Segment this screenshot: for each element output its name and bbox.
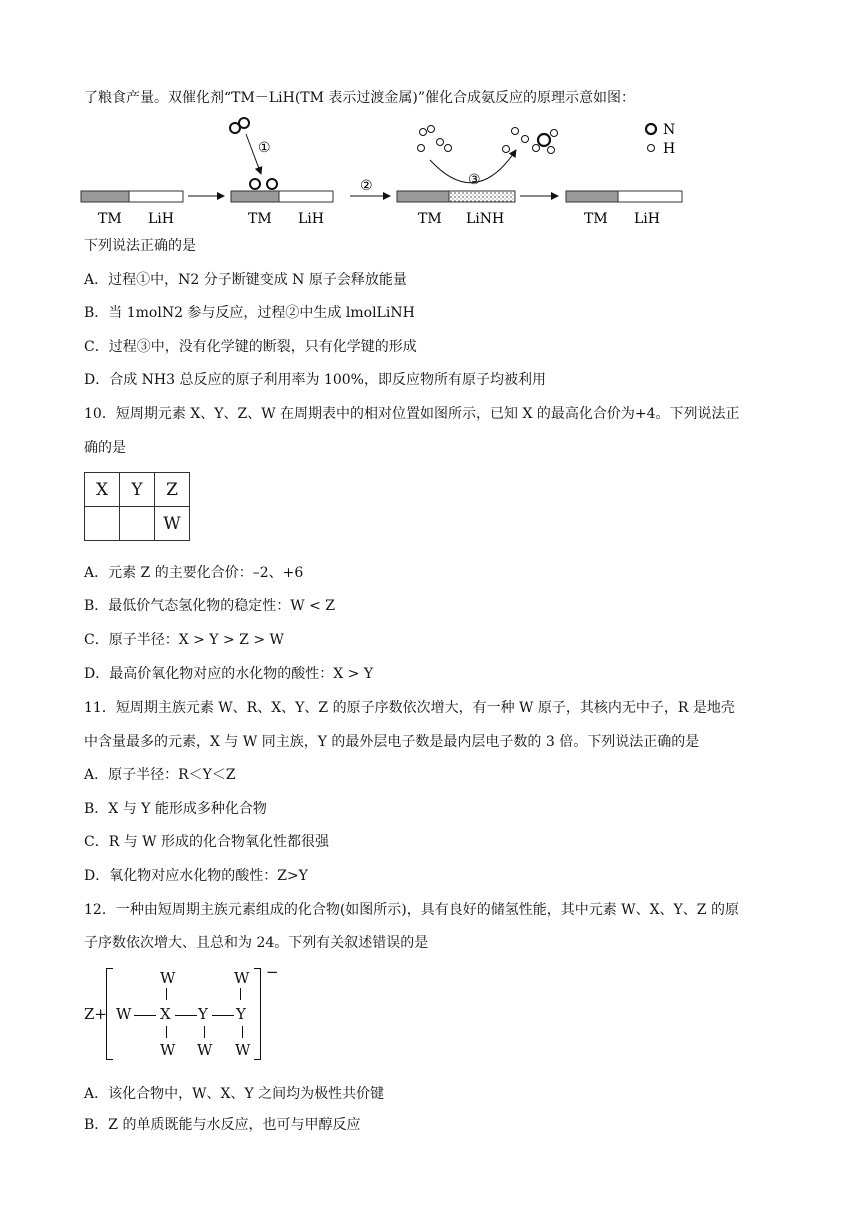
left-bracket xyxy=(106,968,113,1060)
stage-1 xyxy=(81,191,183,227)
q9-option-d: D．合成 NH3 总反应的原子利用率为 100%，即反应物所有原子均被利用 xyxy=(84,372,546,388)
n-atom-icon xyxy=(646,124,656,134)
w-bottom-y2: W xyxy=(235,1041,251,1059)
cell-w: W xyxy=(155,507,190,541)
step1-label: ① xyxy=(258,140,271,156)
q10-option-a: A．元素 Z 的主要化合价：–2、+6 xyxy=(84,565,304,581)
cell-empty-1 xyxy=(85,507,120,541)
q9-option-a: A．过程①中，N2 分子断键变成 N 原子会释放能量 xyxy=(84,272,407,288)
w-top-x: W xyxy=(160,969,176,987)
q11-option-a: A．原子半径：R＜Y＜Z xyxy=(84,767,236,783)
q10-stem-line1: 10．短周期元素 X、Y、Z、W 在周期表中的相对位置如图所示，已知 X 的最高化合价为+4。下列说法正 xyxy=(84,406,740,422)
linh-label: LiNH xyxy=(466,211,505,227)
tm-label-3: TM xyxy=(418,211,442,227)
q9-intro: 了粮食产量。双催化剂“TM－LiH(TM 表示过渡金属)”催化合成氨反应的原理示意如图： xyxy=(84,90,636,106)
q12-stem-line2: 子序数依次增大、且总和为 24。下列有关叙述错误的是 xyxy=(84,935,429,951)
legend xyxy=(646,122,675,157)
lih-label-1: LiH xyxy=(148,211,174,227)
q9-option-c: C．过程③中，没有化学键的断裂，只有化学键的形成 xyxy=(84,339,417,355)
tm-label-2: TM xyxy=(248,211,272,227)
cation-label: Z+ xyxy=(84,1005,107,1023)
q12-option-b: B．Z 的单质既能与水反应，也可与甲醇反应 xyxy=(84,1117,361,1133)
q10-option-d: D．最高价氧化物对应的水化物的酸性：X > Y xyxy=(84,666,374,682)
q9-option-b: B．当 1molN2 参与反应，过程②中生成 lmolLiNH xyxy=(84,305,415,321)
anion-charge: − xyxy=(266,963,279,981)
q12-option-a: A．该化合物中，W、X、Y 之间均为极性共价键 xyxy=(84,1086,385,1102)
h-atom-icon xyxy=(648,145,655,152)
step2-label: ② xyxy=(360,178,373,194)
right-bracket xyxy=(254,968,261,1060)
q11-option-d: D．氧化物对应水化物的酸性：Z>Y xyxy=(84,868,308,884)
q10-option-b: B．最低价气态氢化物的稳定性：W < Z xyxy=(84,598,336,614)
atom-x: X xyxy=(160,1005,171,1023)
catalyst-diagram xyxy=(78,112,768,232)
periodic-position-table xyxy=(84,472,190,541)
lih-label-2: LiH xyxy=(298,211,324,227)
tm-label-1: TM xyxy=(98,211,122,227)
structure-formula xyxy=(84,964,304,1064)
q9-prompt: 下列说法正确的是 xyxy=(84,238,196,254)
w-top-y2: W xyxy=(234,969,250,987)
atom-y1: Y xyxy=(198,1005,208,1023)
cell-z: Z xyxy=(155,473,190,507)
q11-stem-line1: 11．短周期主族元素 W、R、X、Y、Z 的原子序数依次增大，有一种 W 原子，其核内无中子，R 是地壳 xyxy=(84,700,735,716)
q11-option-b: B．X 与 Y 能形成多种化合物 xyxy=(84,801,267,817)
legend-n: N xyxy=(663,122,676,138)
stage-4 xyxy=(566,191,682,227)
stage-3 xyxy=(397,126,558,228)
stage-2 xyxy=(230,118,333,227)
q11-option-c: C．R 与 W 形成的化合物氧化性都很强 xyxy=(84,834,329,850)
lih-label-4: LiH xyxy=(634,211,660,227)
w-left: W xyxy=(116,1005,132,1023)
step3-label: ③ xyxy=(468,172,481,188)
tm-label-4: TM xyxy=(584,211,608,227)
cell-x: X xyxy=(85,473,120,507)
w-bottom-y1: W xyxy=(197,1041,213,1059)
q12-stem-line1: 12．一种由短周期主族元素组成的化合物(如图所示)，具有良好的储氢性能，其中元素 W、X、Y、Z 的原 xyxy=(84,902,739,918)
q10-option-c: C．原子半径：X > Y > Z > W xyxy=(84,632,284,648)
q10-stem-line2: 确的是 xyxy=(84,440,126,456)
w-bottom-x: W xyxy=(160,1041,176,1059)
cell-y: Y xyxy=(120,473,155,507)
q11-stem-line2: 中含量最多的元素，X 与 W 同主族，Y 的最外层电子数是最内层电子数的 3 倍。下列说法正确的是 xyxy=(84,734,700,750)
atom-y2: Y xyxy=(236,1005,246,1023)
legend-h: H xyxy=(663,141,676,157)
cell-empty-2 xyxy=(120,507,155,541)
